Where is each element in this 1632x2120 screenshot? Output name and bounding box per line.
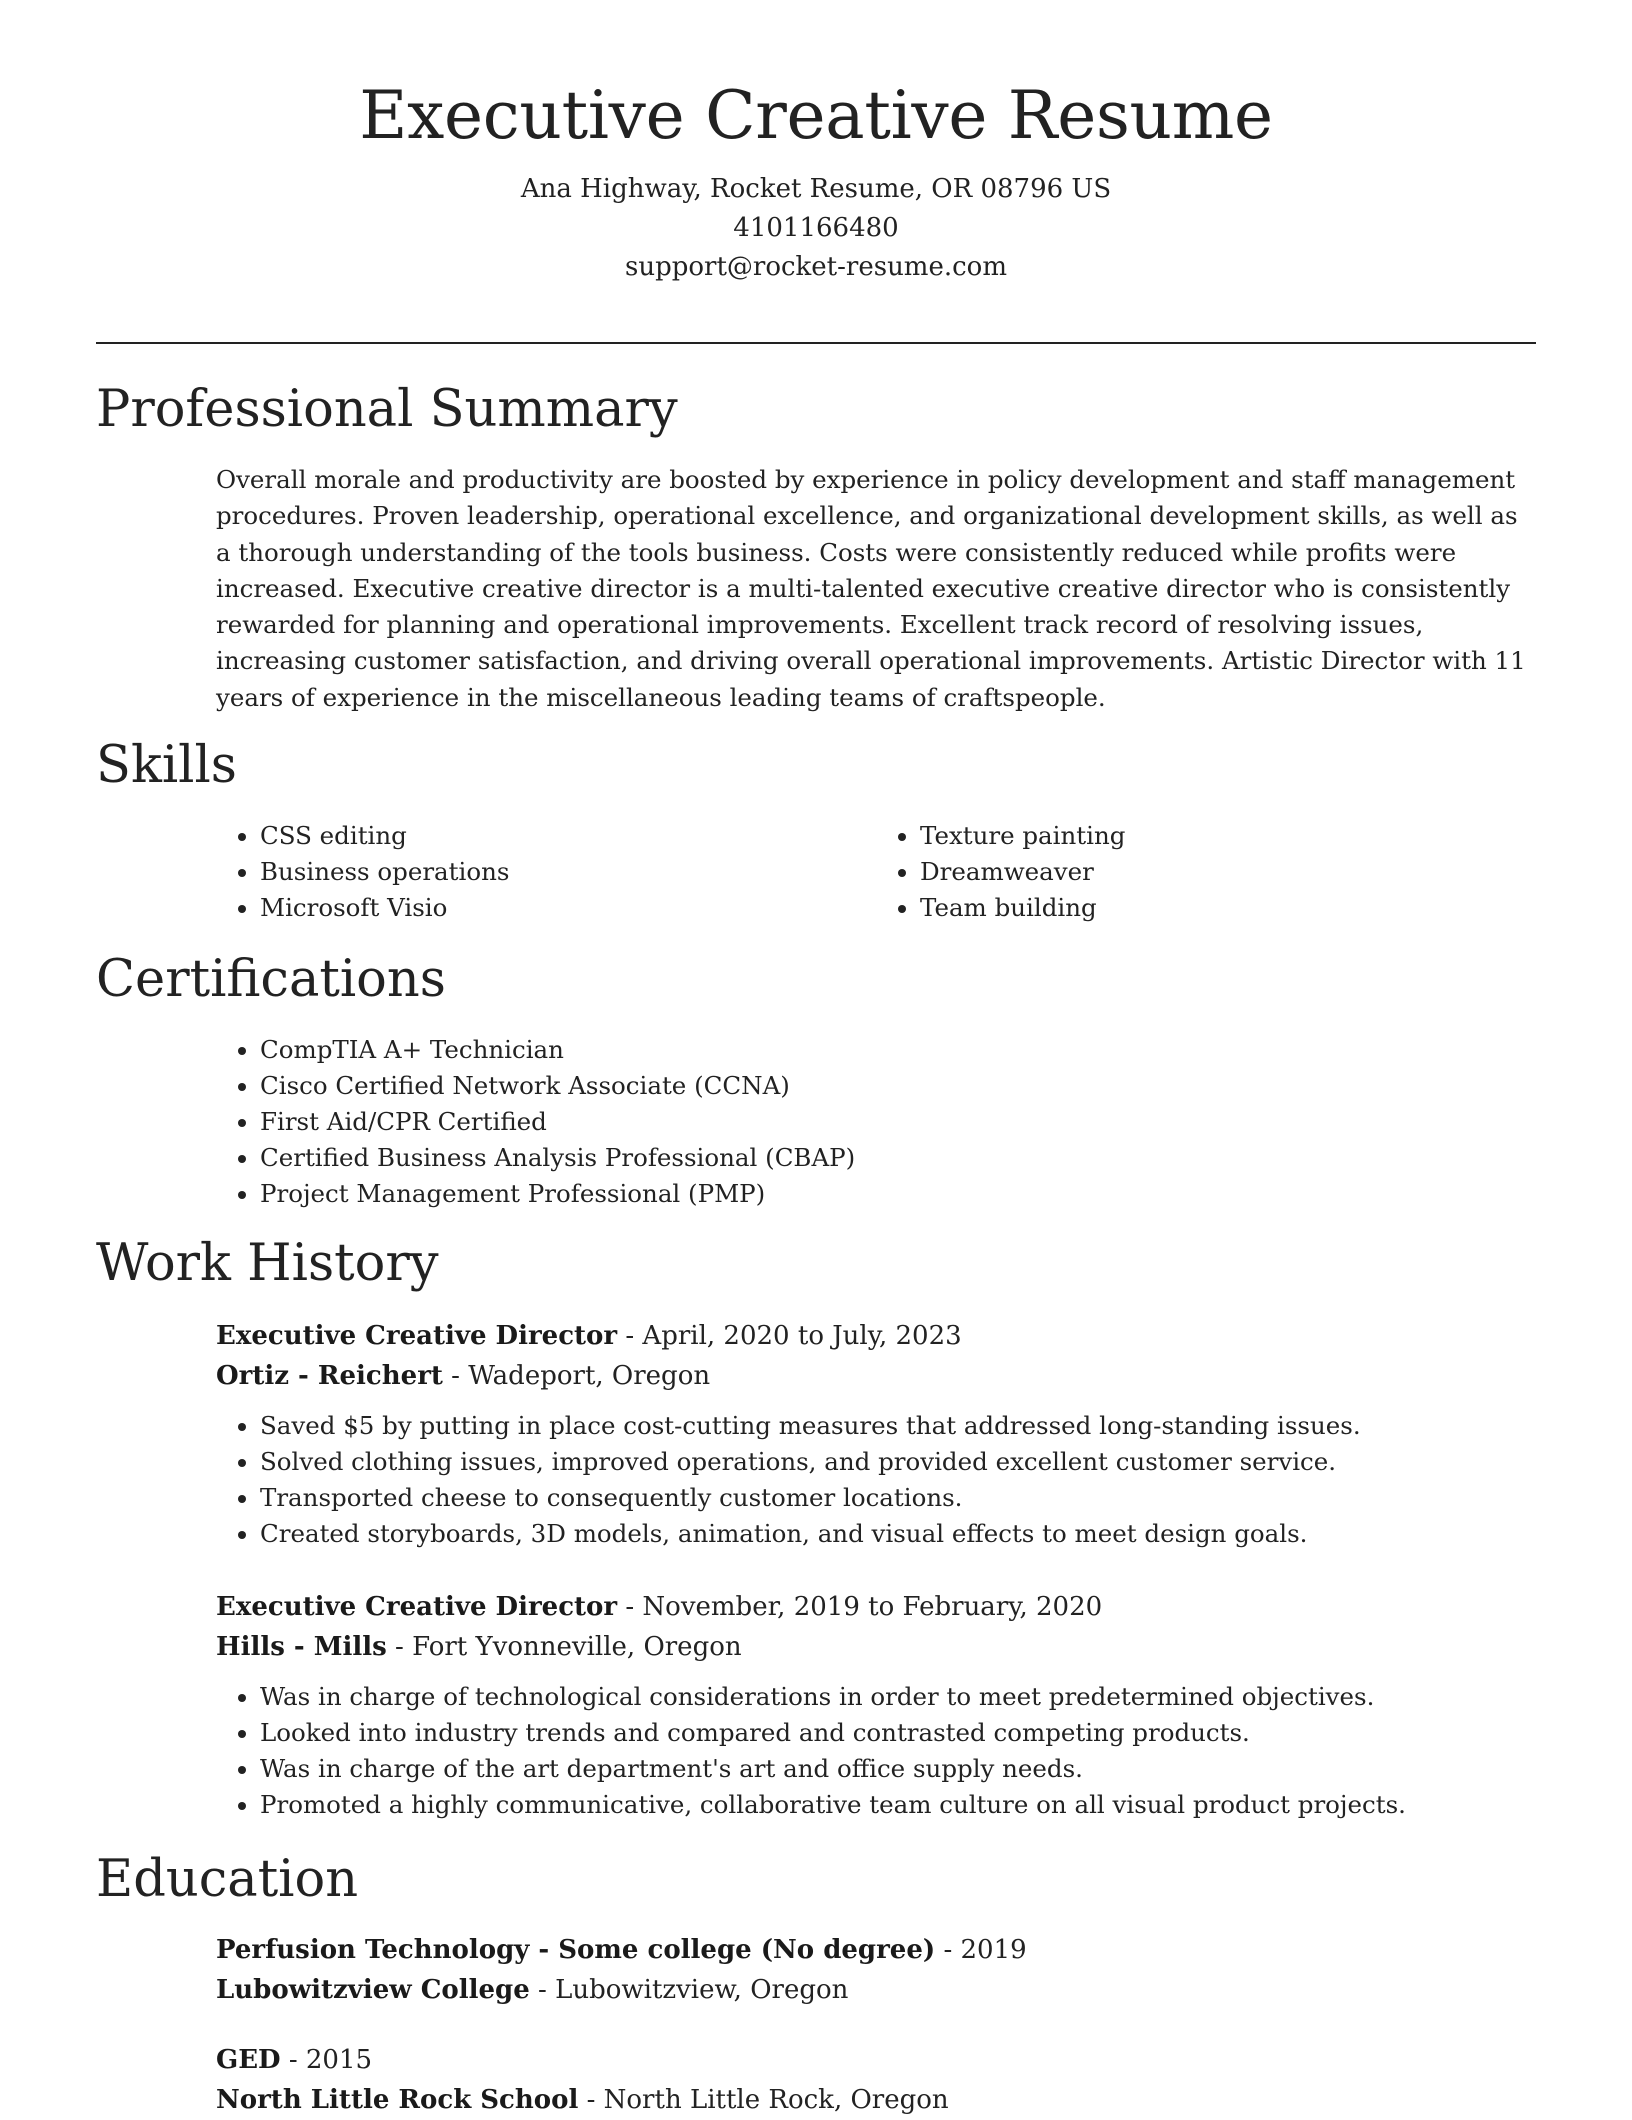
resume-header [0,78,1632,287]
job-heading [216,1316,1536,1356]
job-bullet: • Transported cheese to consequently customer locations. [260,1480,1536,1516]
section-title-certifications: Certifications [96,950,446,1009]
job-location: - Wadeport, Oregon [442,1361,711,1391]
job-dates: - November, 2019 to February, 2020 [617,1592,1103,1622]
job-entry [216,1316,1536,1552]
education-entry [216,2040,1536,2120]
certification-item: • Cisco Certified Network Associate (CCNA) [260,1068,1536,1104]
job-role: Executive Creative Director [216,1321,618,1351]
job-company: Ortiz - Reichert [216,1361,443,1391]
education-school-line [216,2080,1536,2120]
skill-item: • Business operations [260,854,876,890]
contact-phone: 4101166480 [733,212,899,243]
education-heading [216,1930,1536,1970]
job-bullet: • Saved $5 by putting in place cost-cutting measures that addressed long-standing issues. [260,1408,1536,1444]
section-title-education: Education [96,1850,359,1909]
summary-text: Overall morale and productivity are boosted by experience in policy development and staff management procedures. Proven leadership, operational excellence, and organizational development skills, as well as a thorough understanding of the tools business. Costs were consistently reduced while profits were increased. Executive creative director is a multi-talented executive creative director who is consistently rewarded for planning and operational improvements. Excellent track record of resolving issues, increasing customer satisfaction, and driving overall operational improvements. Artistic Director with 11 years of experience in the miscellaneous leading teams of craftspeople. [216,465,1526,712]
skills-grid [216,818,1536,926]
job-bullet: • Created storyboards, 3D models, animation, and visual effects to meet design goals. [260,1516,1536,1552]
education-location: - Lubowitzview, Oregon [529,1975,849,2005]
job-heading [216,1587,1536,1627]
job-dates: - April, 2020 to July, 2023 [617,1321,962,1351]
job-bullets [216,1679,1536,1823]
job-bullet: • Solved clothing issues, improved operations, and provided excellent customer service. [260,1444,1536,1480]
education-degree: GED [216,2045,281,2075]
job-role: Executive Creative Director [216,1592,618,1622]
job-employer [216,1627,1536,1667]
certification-item: • Certified Business Analysis Professional (CBAP) [260,1140,1536,1176]
section-title-work-history: Work History [96,1234,439,1293]
skill-item: • CSS editing [260,818,876,854]
section-title-summary: Professional Summary [96,380,678,439]
education-school-line [216,1970,1536,2010]
education-heading [216,2040,1536,2080]
contact-email[interactable]: support@rocket-resume.com [624,251,1007,282]
job-location: - Fort Yvonneville, Oregon [386,1632,742,1662]
job-bullets [216,1408,1536,1552]
skill-item: • Team building [920,890,1536,926]
certification-item: • CompTIA A+ Technician [260,1032,1536,1068]
job-bullet: • Was in charge of technological considerations in order to meet predetermined objectives. [260,1679,1536,1715]
job-entry [216,1587,1536,1823]
education-entry [216,1930,1536,2010]
contact-address: Ana Highway, Rocket Resume, OR 08796 US [520,173,1112,204]
certification-item: • Project Management Professional (PMP) [260,1176,1536,1212]
skills-column-right [876,818,1536,926]
header-divider [96,342,1536,344]
certifications-block [216,1032,1536,1212]
skill-item: • Texture painting [920,818,1536,854]
education-year: - 2019 [935,1935,1027,1965]
education-year: - 2015 [280,2045,373,2075]
certifications-list [216,1032,1536,1212]
education-location: - North Little Rock, Oregon [578,2085,949,2115]
education-school: North Little Rock School [216,2085,579,2115]
job-company: Hills - Mills [216,1632,387,1662]
education-school: Lubowitzview College [216,1975,530,2005]
resume-name: Executive Creative Resume [359,77,1273,154]
certification-item: • First Aid/CPR Certified [260,1104,1536,1140]
skill-item: • Microsoft Visio [260,890,876,926]
skills-column-left [216,818,876,926]
summary-block [216,462,1536,716]
job-employer [216,1356,1536,1396]
education-degree: Perfusion Technology - Some college (No degree) [216,1935,936,1965]
section-title-skills: Skills [96,736,237,795]
job-bullet: • Was in charge of the art department's art and office supply needs. [260,1751,1536,1787]
skill-item: • Dreamweaver [920,854,1536,890]
job-bullet: • Looked into industry trends and compared and contrasted competing products. [260,1715,1536,1751]
job-bullet: • Promoted a highly communicative, collaborative team culture on all visual product projects. [260,1787,1536,1823]
